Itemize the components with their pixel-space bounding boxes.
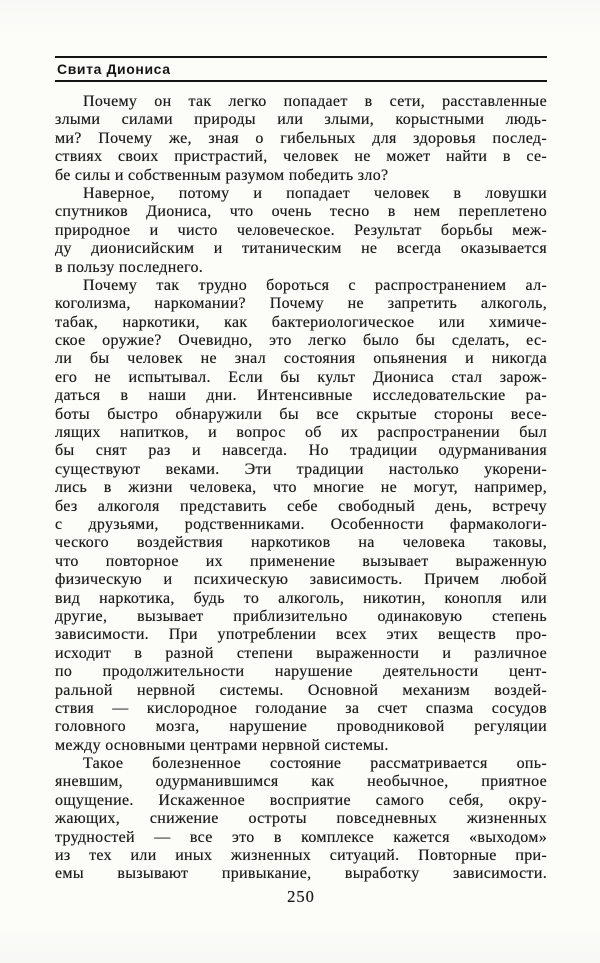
text-line: Почему так трудно бороться с распространением ал-	[83, 276, 547, 294]
text-line: ми? Почему же, зная о гибельных для здоровья послед-	[55, 129, 547, 147]
text-line: табак, наркотики, как бактериологическое или химиче-	[55, 313, 547, 331]
text-line: в пользу последнего.	[55, 258, 204, 276]
text-line: с друзьями, родственниками. Особенности фармакологи-	[55, 515, 547, 533]
text-line: ли бы человек не знал состояния опьянения и никогда	[55, 350, 547, 368]
paragraph	[55, 277, 547, 755]
body-text	[55, 93, 547, 884]
text-line: ствия — кислородное голодание за счет спазма сосудов	[55, 699, 547, 717]
text-line: другие, вызывает приблизительно одинаковую степень	[55, 607, 547, 625]
text-line: спутников Диониса, что очень тесно в нем переплетено	[55, 203, 547, 221]
text-line: жающих, снижение остроты повседневных жизненных	[55, 810, 547, 828]
running-head-title: Свита Диониса	[57, 61, 171, 77]
text-line: Почему он так легко попадает в сети, расставленные	[83, 93, 547, 110]
text-line: боты быстро обнаружили бы все скрытые стороны весе-	[55, 405, 547, 423]
text-line: вид наркотика, будь то алкоголь, никотин, конопля или	[55, 589, 547, 607]
paragraph	[55, 93, 547, 185]
paragraph	[55, 755, 547, 884]
page-number: 250	[287, 887, 315, 906]
text-line: Наверное, потому и попадает человек в ловушки	[83, 184, 547, 202]
text-line: природное и чисто человеческое. Результат борьбы меж-	[55, 221, 547, 239]
text-line: что повторное их применение вызывает выраженную	[55, 552, 547, 570]
text-line: его не испытывал. Если бы культ Диониса стал зарож-	[55, 368, 547, 386]
paragraph	[55, 185, 547, 277]
text-line: ствиях своих пристрастий, человек не может найти в се-	[55, 148, 547, 166]
page-header	[55, 56, 547, 82]
text-line: ческого воздействия наркотиков на человека таковы,	[55, 534, 547, 552]
text-line: ральной нервной системы. Основной механизм воздей-	[55, 681, 547, 699]
text-line: бы снят раз и навсегда. Но традиции одурманивания	[55, 442, 547, 460]
text-line: физическую и психическую зависимость. Причем любой	[55, 571, 547, 589]
text-line: по продолжительности нарушение деятельности цент-	[55, 663, 547, 681]
text-line: ское оружие? Очевидно, это легко было бы сделать, ес-	[55, 332, 547, 350]
text-line: ду дионисийским и титаническим не всегда оказывается	[55, 240, 547, 258]
text-line: существуют веками. Эти традиции настолько укорени-	[55, 460, 547, 478]
text-line: Такое болезненное состояние рассматривается опь-	[83, 755, 547, 773]
page-footer	[55, 887, 547, 907]
text-line: головного мозга, нарушение проводниковой регуляции	[55, 718, 547, 736]
text-line: трудностей — все это в комплексе кажется «выходом»	[55, 828, 547, 846]
text-line: яневшим, одурманившимся как необычное, приятное	[55, 773, 547, 791]
text-line: коголизма, наркомании? Почему не запретить алкоголь,	[55, 295, 547, 313]
text-line: емы вызывают привыкание, выработку зависимости.	[55, 865, 547, 883]
header-rule-bottom	[55, 80, 547, 82]
text-line: из тех или иных жизненных ситуаций. Повторные при-	[55, 847, 547, 865]
text-line: лящих напитков, и вопрос об их распространении был	[55, 424, 547, 442]
text-line: между основными центрами нервной системы.	[55, 736, 389, 754]
text-line: без алкоголя представить себе свободный день, встречу	[55, 497, 547, 515]
text-line: исходит в разной степени выраженности и различное	[55, 644, 547, 662]
text-line: бе силы и собственным разумом победить зло?	[55, 166, 389, 184]
text-line: ощущение. Искаженное восприятие самого себя, окру-	[55, 791, 547, 809]
text-line: лись в жизни человека, что многие не могут, например,	[55, 479, 547, 497]
text-line: злыми силами природы или злыми, корыстными людь-	[55, 111, 547, 129]
text-line: даться в наши дни. Интенсивные исследовательские ра-	[55, 387, 547, 405]
text-line: зависимости. При употреблении всех этих веществ про-	[55, 626, 547, 644]
